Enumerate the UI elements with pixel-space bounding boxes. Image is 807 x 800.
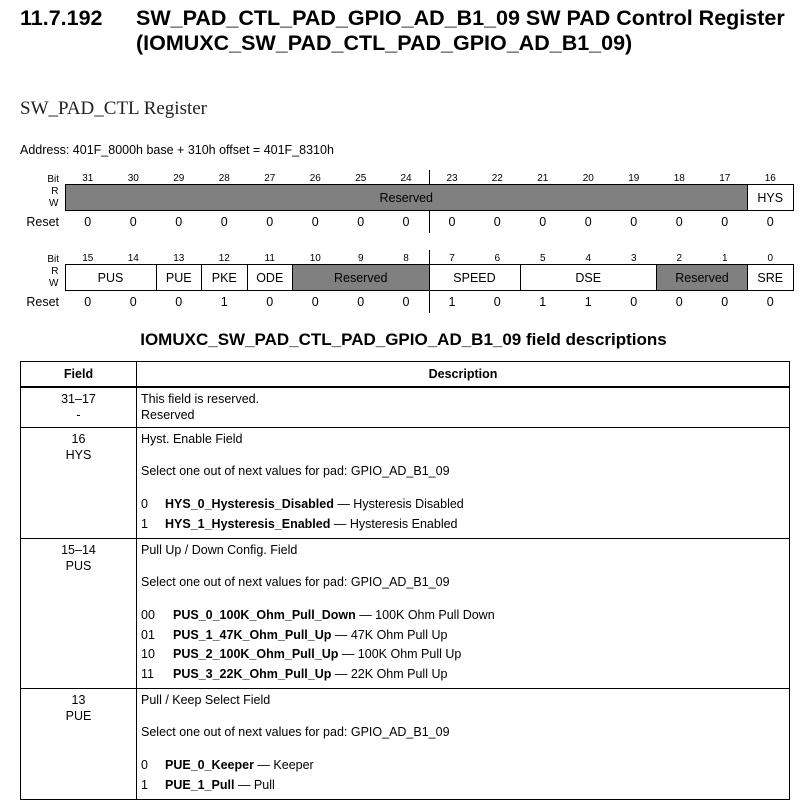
bit-number: 10 xyxy=(309,253,321,264)
description-text: Pull / Keep Select Field xyxy=(141,693,271,707)
option-name: PUE_1_Pull xyxy=(165,777,235,792)
bit-number: 22 xyxy=(491,173,503,184)
register-diagram-upper xyxy=(20,170,794,233)
reset-value: 0 xyxy=(384,211,430,234)
bit-number: 27 xyxy=(264,173,276,184)
field-row xyxy=(20,185,793,211)
option-code: 10 xyxy=(141,647,155,661)
register-subheading: SW_PAD_CTL Register xyxy=(20,98,208,119)
bit-number: 31 xyxy=(82,173,94,184)
bit-number: 5 xyxy=(539,253,546,264)
reset-value: 0 xyxy=(675,295,683,309)
reset-value: 0 xyxy=(766,215,774,229)
option-code: 1 xyxy=(141,777,148,792)
option-text xyxy=(173,626,447,646)
option-meaning: — 47K Ohm Pull Up xyxy=(331,627,448,642)
reset-value: 0 xyxy=(630,295,638,309)
bit-number: 24 xyxy=(384,170,430,185)
field-column-header: Field xyxy=(21,362,137,388)
bit-number: 19 xyxy=(628,173,640,184)
value-option xyxy=(141,776,787,796)
value-option xyxy=(141,626,787,646)
option-meaning: — 100K Ohm Pull Down xyxy=(355,608,495,622)
register-field-reserved: Reserved xyxy=(657,265,748,291)
select-instruction: Select one out of next values for pad: GPIO_AD_B1_09 xyxy=(141,464,450,478)
option-meaning: — Hysteresis Disabled xyxy=(333,497,464,511)
option-text xyxy=(165,756,314,776)
section-number: 11.7.192 xyxy=(20,6,103,30)
spacer xyxy=(141,479,787,495)
bit-number: 14 xyxy=(127,253,139,264)
field-description-row xyxy=(21,428,790,539)
write-label: W xyxy=(49,277,59,289)
option-code: 0 xyxy=(141,758,148,772)
reset-value: 0 xyxy=(266,215,274,229)
option-meaning: — 22K Ohm Pull Up xyxy=(331,666,448,681)
field-bits: 31–17 xyxy=(61,392,96,406)
field-cell xyxy=(21,539,137,689)
reset-value: 0 xyxy=(175,215,183,229)
reset-value: 0 xyxy=(448,215,456,229)
bit-number: 18 xyxy=(673,173,685,184)
reset-value: 0 xyxy=(721,215,729,229)
description-text: Hyst. Enable Field xyxy=(141,432,243,446)
bit-number: 12 xyxy=(218,253,230,264)
register-field-hys: HYS xyxy=(748,185,794,211)
description-text: This field is reserved. xyxy=(141,392,260,406)
reset-value: 0 xyxy=(129,295,137,309)
reset-value: 0 xyxy=(630,215,638,229)
value-option xyxy=(141,515,787,535)
option-meaning: — Keeper xyxy=(253,758,314,772)
bit-number: 8 xyxy=(384,250,430,265)
description-cell xyxy=(137,539,790,689)
write-label: W xyxy=(49,197,59,209)
register-field-pus: PUS xyxy=(65,265,156,291)
reset-value: 1 xyxy=(539,295,547,309)
option-code: 0 xyxy=(141,497,148,511)
register-field-dse: DSE xyxy=(520,265,657,291)
bit-number: 0 xyxy=(767,253,774,264)
option-code: 1 xyxy=(141,516,148,531)
option-text xyxy=(165,495,464,515)
field-bits: 13 xyxy=(71,693,86,707)
field-name: - xyxy=(76,408,81,422)
register-field-speed: SPEED xyxy=(429,265,520,291)
reset-value: 0 xyxy=(129,215,137,229)
value-option xyxy=(141,645,787,665)
reset-value: 0 xyxy=(493,215,501,229)
bit-number: 15 xyxy=(82,253,94,264)
description-cell xyxy=(137,428,790,539)
register-field-ode: ODE xyxy=(247,265,293,291)
reset-value: 0 xyxy=(311,215,319,229)
reset-value: 0 xyxy=(493,295,501,309)
bit-number: 25 xyxy=(355,173,367,184)
option-name: HYS_0_Hysteresis_Disabled xyxy=(165,497,334,511)
bit-number: 17 xyxy=(719,173,731,184)
reset-value: 0 xyxy=(357,295,365,309)
bit-number: 2 xyxy=(676,253,683,264)
field-bits: 16 xyxy=(71,432,86,446)
reset-value: 0 xyxy=(357,215,365,229)
field-descriptions-caption: IOMUXC_SW_PAD_CTL_PAD_GPIO_AD_B1_09 field descriptions xyxy=(140,330,667,349)
select-instruction: Select one out of next values for pad: GPIO_AD_B1_09 xyxy=(141,575,450,589)
reset-value: 0 xyxy=(766,295,774,309)
option-code: 01 xyxy=(141,627,155,642)
value-option xyxy=(141,606,787,626)
option-name: HYS_1_Hysteresis_Enabled xyxy=(165,516,331,531)
register-field-pue: PUE xyxy=(156,265,202,291)
bit-number: 29 xyxy=(173,173,185,184)
spacer xyxy=(141,558,787,574)
reset-value: 0 xyxy=(175,295,183,309)
option-text xyxy=(173,645,461,665)
bit-number: 3 xyxy=(630,253,637,264)
option-text xyxy=(165,515,458,535)
field-description-row xyxy=(21,539,790,689)
reset-label: Reset xyxy=(26,214,59,229)
option-code: 00 xyxy=(141,608,155,622)
value-option xyxy=(141,665,787,685)
field-cell xyxy=(21,428,137,539)
reset-value: 0 xyxy=(84,215,92,229)
option-text xyxy=(173,606,495,626)
description-text: Reserved xyxy=(141,408,195,422)
field-row xyxy=(20,265,793,291)
reset-value: 1 xyxy=(220,295,228,309)
option-name: PUS_3_22K_Ohm_Pull_Up xyxy=(173,666,332,681)
description-text: Pull Up / Down Config. Field xyxy=(141,543,298,557)
bit-number: 30 xyxy=(127,173,139,184)
description-cell xyxy=(137,387,790,428)
bit-number: 11 xyxy=(264,253,275,264)
option-name: PUS_2_100K_Ohm_Pull_Up xyxy=(173,647,339,661)
bit-number: 20 xyxy=(582,173,594,184)
bit-number: 26 xyxy=(309,173,321,184)
reset-value: 0 xyxy=(539,215,547,229)
spacer xyxy=(141,447,787,463)
option-name: PUS_0_100K_Ohm_Pull_Down xyxy=(173,608,356,622)
bit-number: 21 xyxy=(537,173,549,184)
register-field-sre: SRE xyxy=(748,265,794,291)
reset-value: 0 xyxy=(266,295,274,309)
reset-value: 0 xyxy=(721,295,729,309)
reset-value: 1 xyxy=(448,295,456,309)
bit-number: 7 xyxy=(449,253,455,264)
option-code: 11 xyxy=(141,666,154,681)
reset-value: 0 xyxy=(84,295,92,309)
option-text xyxy=(173,665,447,685)
spacer xyxy=(141,590,787,606)
field-name: HYS xyxy=(65,448,92,462)
register-field-reserved: Reserved xyxy=(293,265,430,291)
section-title: SW_PAD_CTL_PAD_GPIO_AD_B1_09 SW PAD Control Register (IOMUXC_SW_PAD_CTL_PAD_GPIO_AD_B1_09) xyxy=(136,6,785,55)
option-meaning: — Pull xyxy=(234,777,275,792)
bit-number-row xyxy=(20,250,793,265)
bit-number: 9 xyxy=(357,253,364,264)
bit-number: 16 xyxy=(764,173,776,184)
field-cell xyxy=(21,689,137,800)
bit-label: Bit xyxy=(47,253,59,265)
register-field-reserved: Reserved xyxy=(65,185,748,211)
reset-value: 0 xyxy=(384,291,430,314)
field-description-row xyxy=(21,689,790,800)
reset-value: 0 xyxy=(584,215,592,229)
spacer xyxy=(141,740,787,756)
bit-number: 13 xyxy=(173,253,185,264)
reset-value: 0 xyxy=(220,215,228,229)
reset-row xyxy=(20,291,793,314)
register-address: Address: 401F_8000h base + 310h offset = 401F_8310h xyxy=(20,143,334,157)
field-name: PUE xyxy=(65,709,92,723)
field-descriptions-header-row xyxy=(21,362,790,388)
reset-row xyxy=(20,211,793,234)
read-label: R xyxy=(51,185,59,197)
reset-value: 0 xyxy=(311,295,319,309)
option-name: PUE_0_Keeper xyxy=(165,758,254,772)
rw-label xyxy=(20,185,65,211)
value-option xyxy=(141,495,787,515)
field-name: PUS xyxy=(65,559,92,573)
spacer xyxy=(141,708,787,724)
register-diagram-lower xyxy=(20,250,794,313)
description-column-header: Description xyxy=(137,362,790,388)
option-meaning: — Hysteresis Enabled xyxy=(330,516,458,531)
field-description-row xyxy=(21,387,790,428)
field-cell xyxy=(21,387,137,428)
reset-label: Reset xyxy=(26,294,59,309)
field-descriptions-table xyxy=(20,361,790,800)
section-heading xyxy=(20,6,796,56)
reset-value: 1 xyxy=(584,295,592,309)
option-meaning: — 100K Ohm Pull Up xyxy=(338,647,462,661)
bit-number: 28 xyxy=(218,173,230,184)
bit-number: 1 xyxy=(721,253,728,264)
read-label: R xyxy=(51,265,59,277)
bit-number: 6 xyxy=(494,253,501,264)
field-bits: 15–14 xyxy=(61,543,96,557)
reset-value: 0 xyxy=(675,215,683,229)
select-instruction: Select one out of next values for pad: GPIO_AD_B1_09 xyxy=(141,725,450,739)
rw-label xyxy=(20,265,65,291)
value-option xyxy=(141,756,787,776)
option-text xyxy=(165,776,275,796)
bit-label: Bit xyxy=(47,173,59,185)
bit-number-row xyxy=(20,170,793,185)
bit-number: 4 xyxy=(585,253,592,264)
description-cell xyxy=(137,689,790,800)
bit-number: 23 xyxy=(446,173,458,184)
option-name: PUS_1_47K_Ohm_Pull_Up xyxy=(173,627,332,642)
register-field-pke: PKE xyxy=(202,265,248,291)
